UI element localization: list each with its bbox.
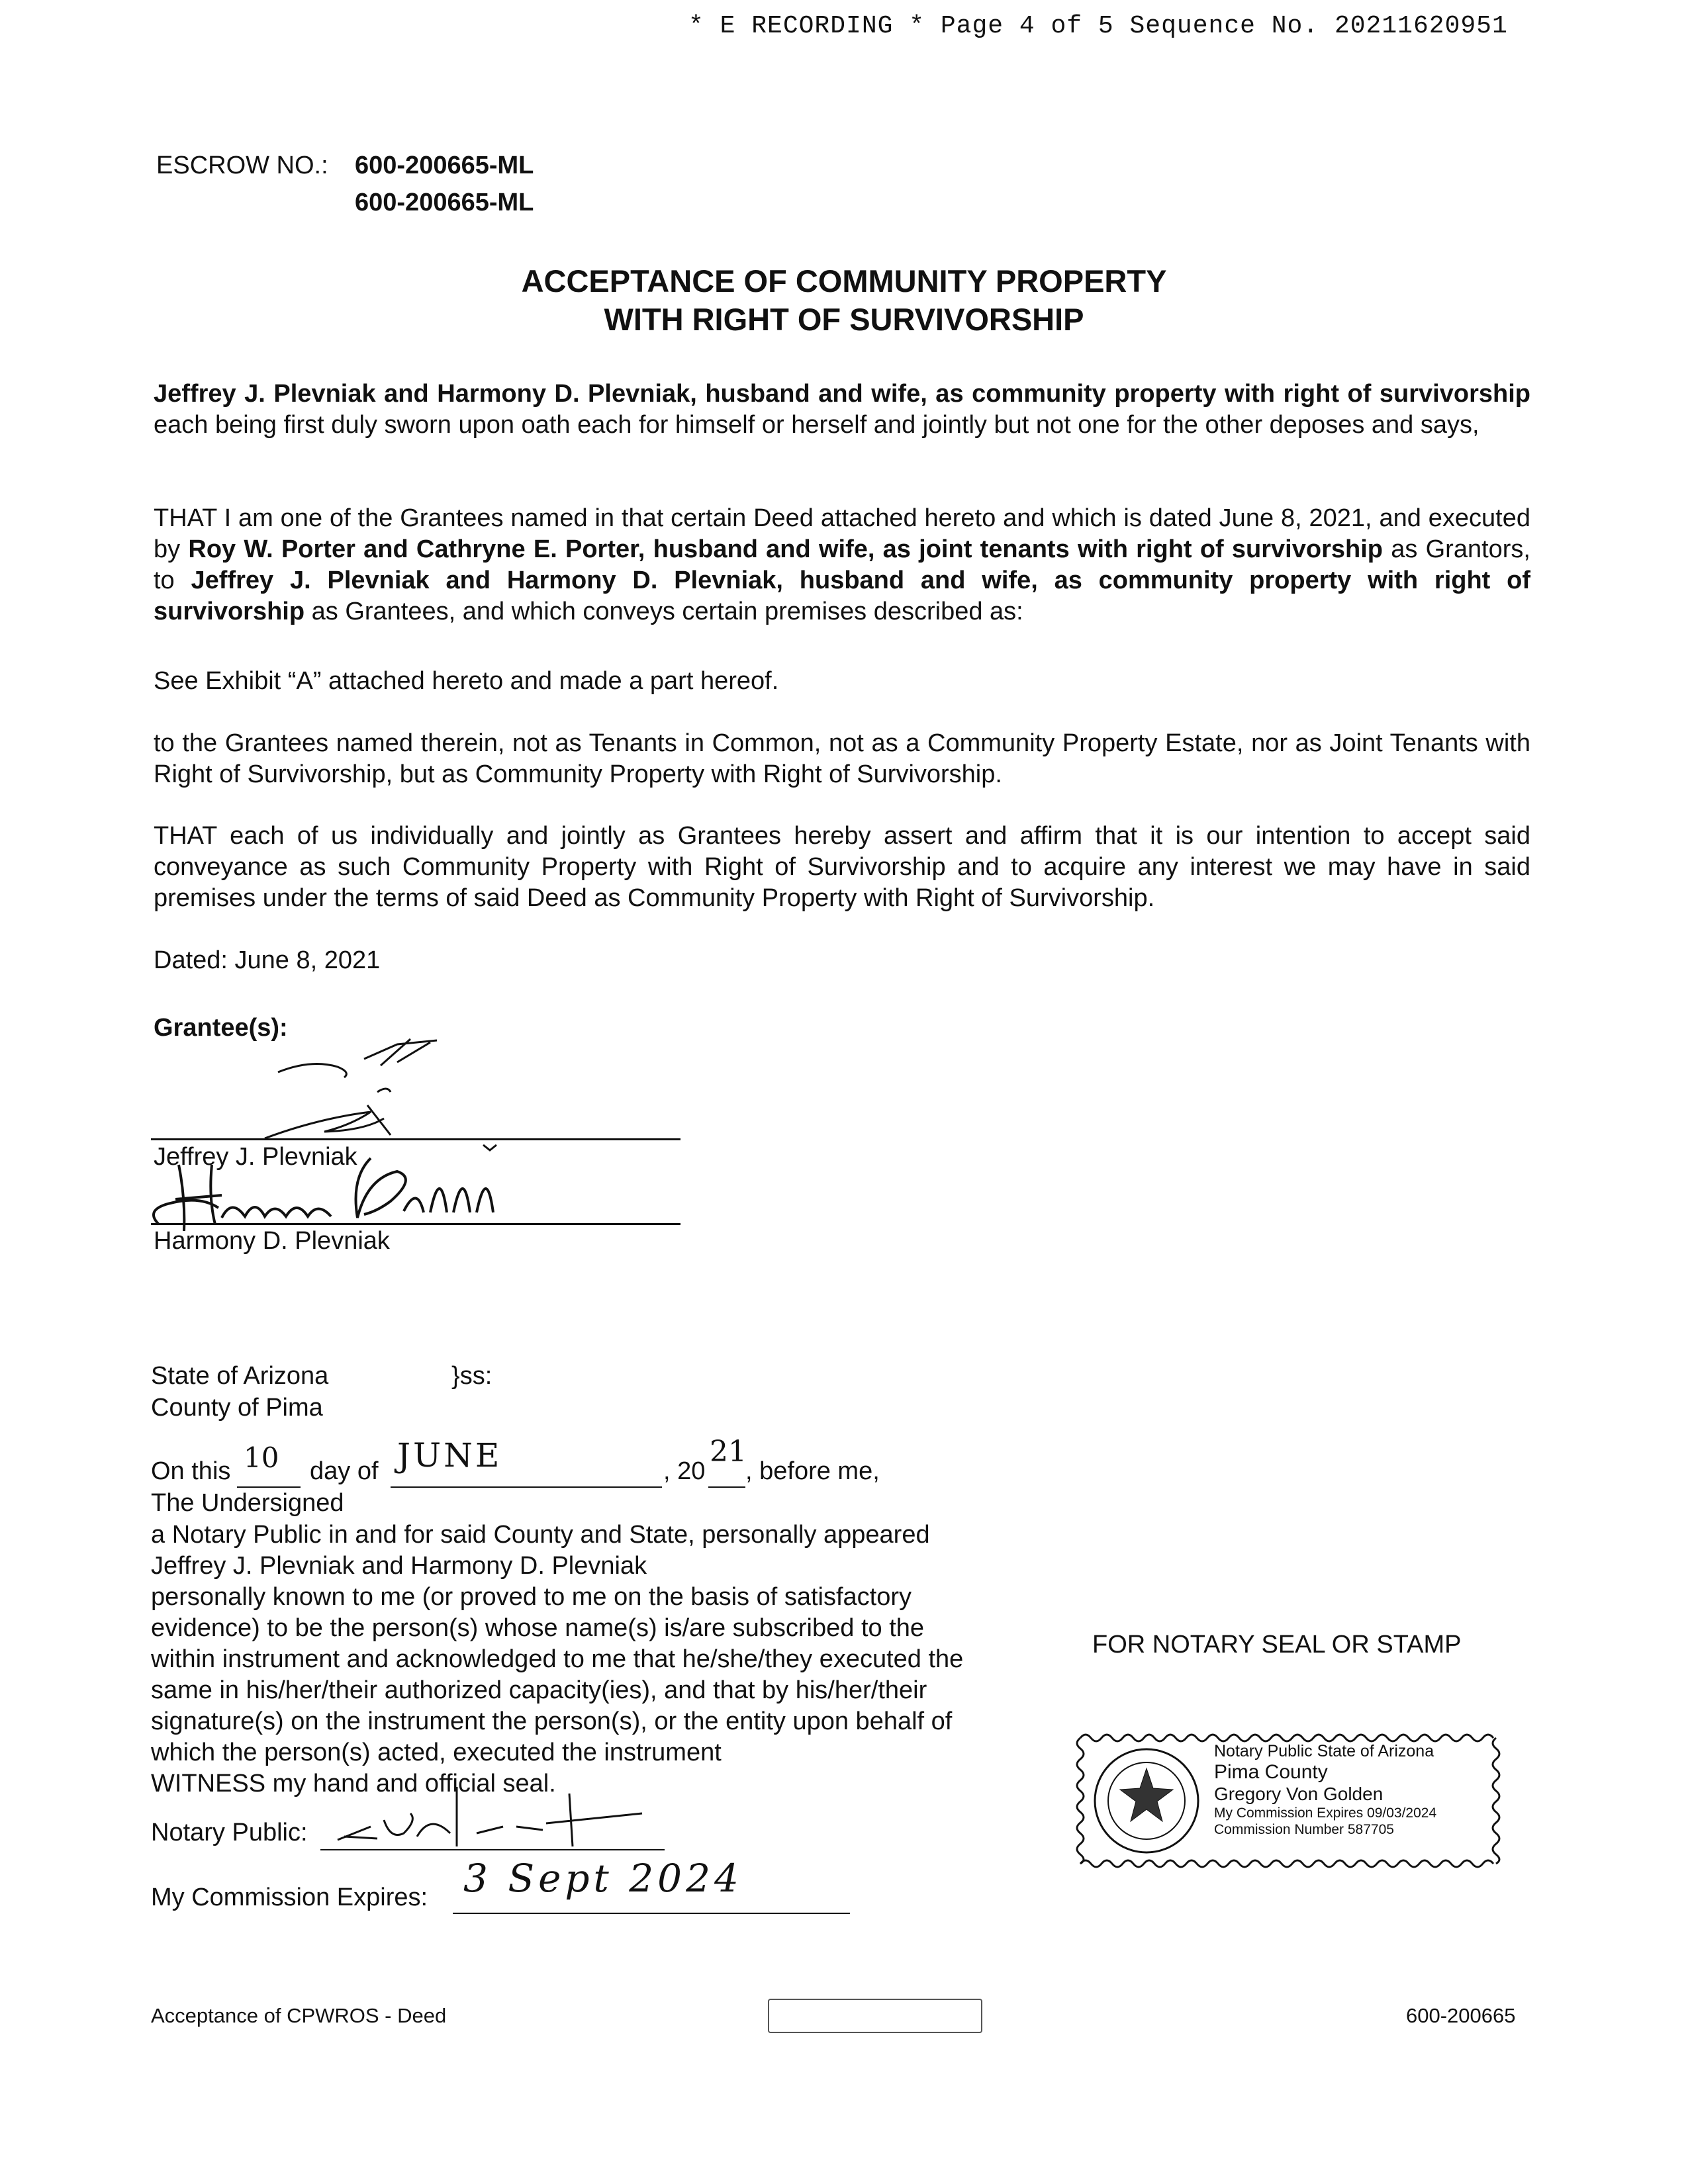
year-value: 21: [710, 1435, 747, 1469]
signer-name: Jeffrey J. Plevniak: [154, 1143, 357, 1171]
on-this-text: On this: [151, 1457, 231, 1485]
escrow-number: 600-200665-ML: [355, 189, 534, 216]
grantees-bold: Jeffrey J. Plevniak and Harmony D. Plevniak, husband and wife, as community property with right of survivorship: [154, 567, 1531, 625]
deed-text: THAT I am one of the Grantees named in that certain Deed attached hereto and which is dated June 8, 2021, and executed by: [154, 504, 1530, 563]
grantees-label: Grantee(s):: [154, 1014, 288, 1042]
affiants-text: each being first duly sworn upon oath each for himself or herself and jointly but not one for the other deposes and says,: [154, 411, 1479, 439]
notary-line: Jeffrey J. Plevniak and Harmony D. Plevniak: [151, 1552, 647, 1580]
affiants-bold: Jeffrey J. Plevniak and Harmony D. Plevniak, husband and wife, as community property with right of survivorship: [154, 380, 1530, 408]
month-blank: [391, 1486, 662, 1488]
escrow-label: ESCROW NO.:: [156, 152, 328, 179]
undersigned-text: The Undersigned: [151, 1489, 344, 1517]
title-line-2: WITH RIGHT OF SURVIVORSHIP: [604, 302, 1084, 337]
escrow-block: [156, 147, 534, 221]
signature-jeffrey: [238, 1013, 516, 1158]
notary-line: within instrument and acknowledged to me that he/she/they executed the: [151, 1645, 964, 1673]
stamp-line: Notary Public State of Arizona: [1214, 1742, 1434, 1760]
notary-signature: [318, 1774, 688, 1860]
escrow-number: 600-200665-ML: [355, 152, 534, 179]
document-title: [0, 262, 1688, 339]
recording-header: * E RECORDING * Page 4 of 5 Sequence No. 20211620951: [688, 12, 1508, 40]
paragraph-affirmation: THAT each of us individually and jointly as Grantees hereby assert and affirm that it is our intention to accept said conveyance as such Community Property with Right of Survivorship and to acquire any interest we may have in said premises under the terms of said Deed as Community Property with Right of Survivorship.: [154, 822, 1530, 912]
notary-line: which the person(s) acted, executed the instrument: [151, 1739, 722, 1766]
year-prefix: , 20: [663, 1457, 706, 1485]
title-line-1: ACCEPTANCE OF COMMUNITY PROPERTY: [521, 263, 1167, 298]
deed-text: as Grantees, and which conveys certain premises described as:: [305, 598, 1023, 625]
paragraph-deed: [154, 503, 1530, 627]
venue-ss: }ss:: [451, 1362, 492, 1390]
notary-line: evidence) to be the person(s) whose name(s) is/are subscribed to the: [151, 1614, 925, 1642]
stamp-line: Commission Number 587705: [1214, 1822, 1394, 1837]
stamp-text: [1214, 1742, 1436, 1838]
venue-state: State of Arizona: [151, 1362, 329, 1390]
footer-left: Acceptance of CPWROS - Deed: [151, 2004, 447, 2027]
month-value: JUNE: [397, 1436, 502, 1475]
signer-name: Harmony D. Plevniak: [154, 1227, 390, 1255]
signature-line: [151, 1223, 680, 1225]
notary-line: WITNESS my hand and official seal.: [151, 1770, 556, 1797]
deed-text: as Grantors, to: [154, 535, 1530, 594]
day-of-text: day of: [310, 1457, 379, 1485]
commission-line: [453, 1913, 850, 1914]
grantors-bold: Roy W. Porter and Cathryne E. Porter, husband and wife, as joint tenants with right of survivorship: [188, 535, 1383, 563]
acknowledgment-date-line: [151, 1456, 230, 1487]
notary-line: same in his/her/their authorized capacity(ies), and that by his/her/their: [151, 1676, 927, 1704]
notary-line: signature(s) on the instrument the person(s), or the entity upon behalf of: [151, 1707, 953, 1735]
paragraph-affiants: [154, 379, 1530, 441]
year-blank: [708, 1486, 745, 1488]
paragraph-tenancy: to the Grantees named therein, not as Tenants in Common, not as a Community Property Estate, nor as Joint Tenants with Right of Survivorship, but as Community Property with Right of Survivorship.: [154, 729, 1530, 788]
paragraph-exhibit: See Exhibit “A” attached hereto and made a part hereof.: [154, 667, 779, 695]
day-value: 10: [244, 1441, 279, 1474]
notary-line: a Notary Public in and for said County and State, personally appeared: [151, 1521, 930, 1549]
notary-public-label: Notary Public:: [151, 1819, 308, 1846]
before-me-text: , before me,: [745, 1457, 880, 1485]
notary-line: personally known to me (or proved to me on the basis of satisfactory: [151, 1583, 912, 1611]
stamp-line: My Commission Expires 09/03/2024: [1214, 1805, 1437, 1821]
commission-value: 3 Sept 2024: [463, 1856, 743, 1901]
notary-body: [151, 1520, 963, 1799]
footer-right: 600-200665: [1406, 2004, 1516, 2027]
footer-box: [768, 1999, 982, 2033]
stamp-line: Pima County: [1214, 1761, 1328, 1783]
notary-stamp: [1074, 1729, 1503, 1873]
venue-county: County of Pima: [151, 1394, 323, 1422]
commission-label: My Commission Expires:: [151, 1884, 428, 1911]
dated-line: Dated: June 8, 2021: [154, 946, 381, 974]
stamp-line: Gregory Von Golden: [1214, 1784, 1383, 1804]
notary-seal-caption: FOR NOTARY SEAL OR STAMP: [1092, 1631, 1462, 1659]
